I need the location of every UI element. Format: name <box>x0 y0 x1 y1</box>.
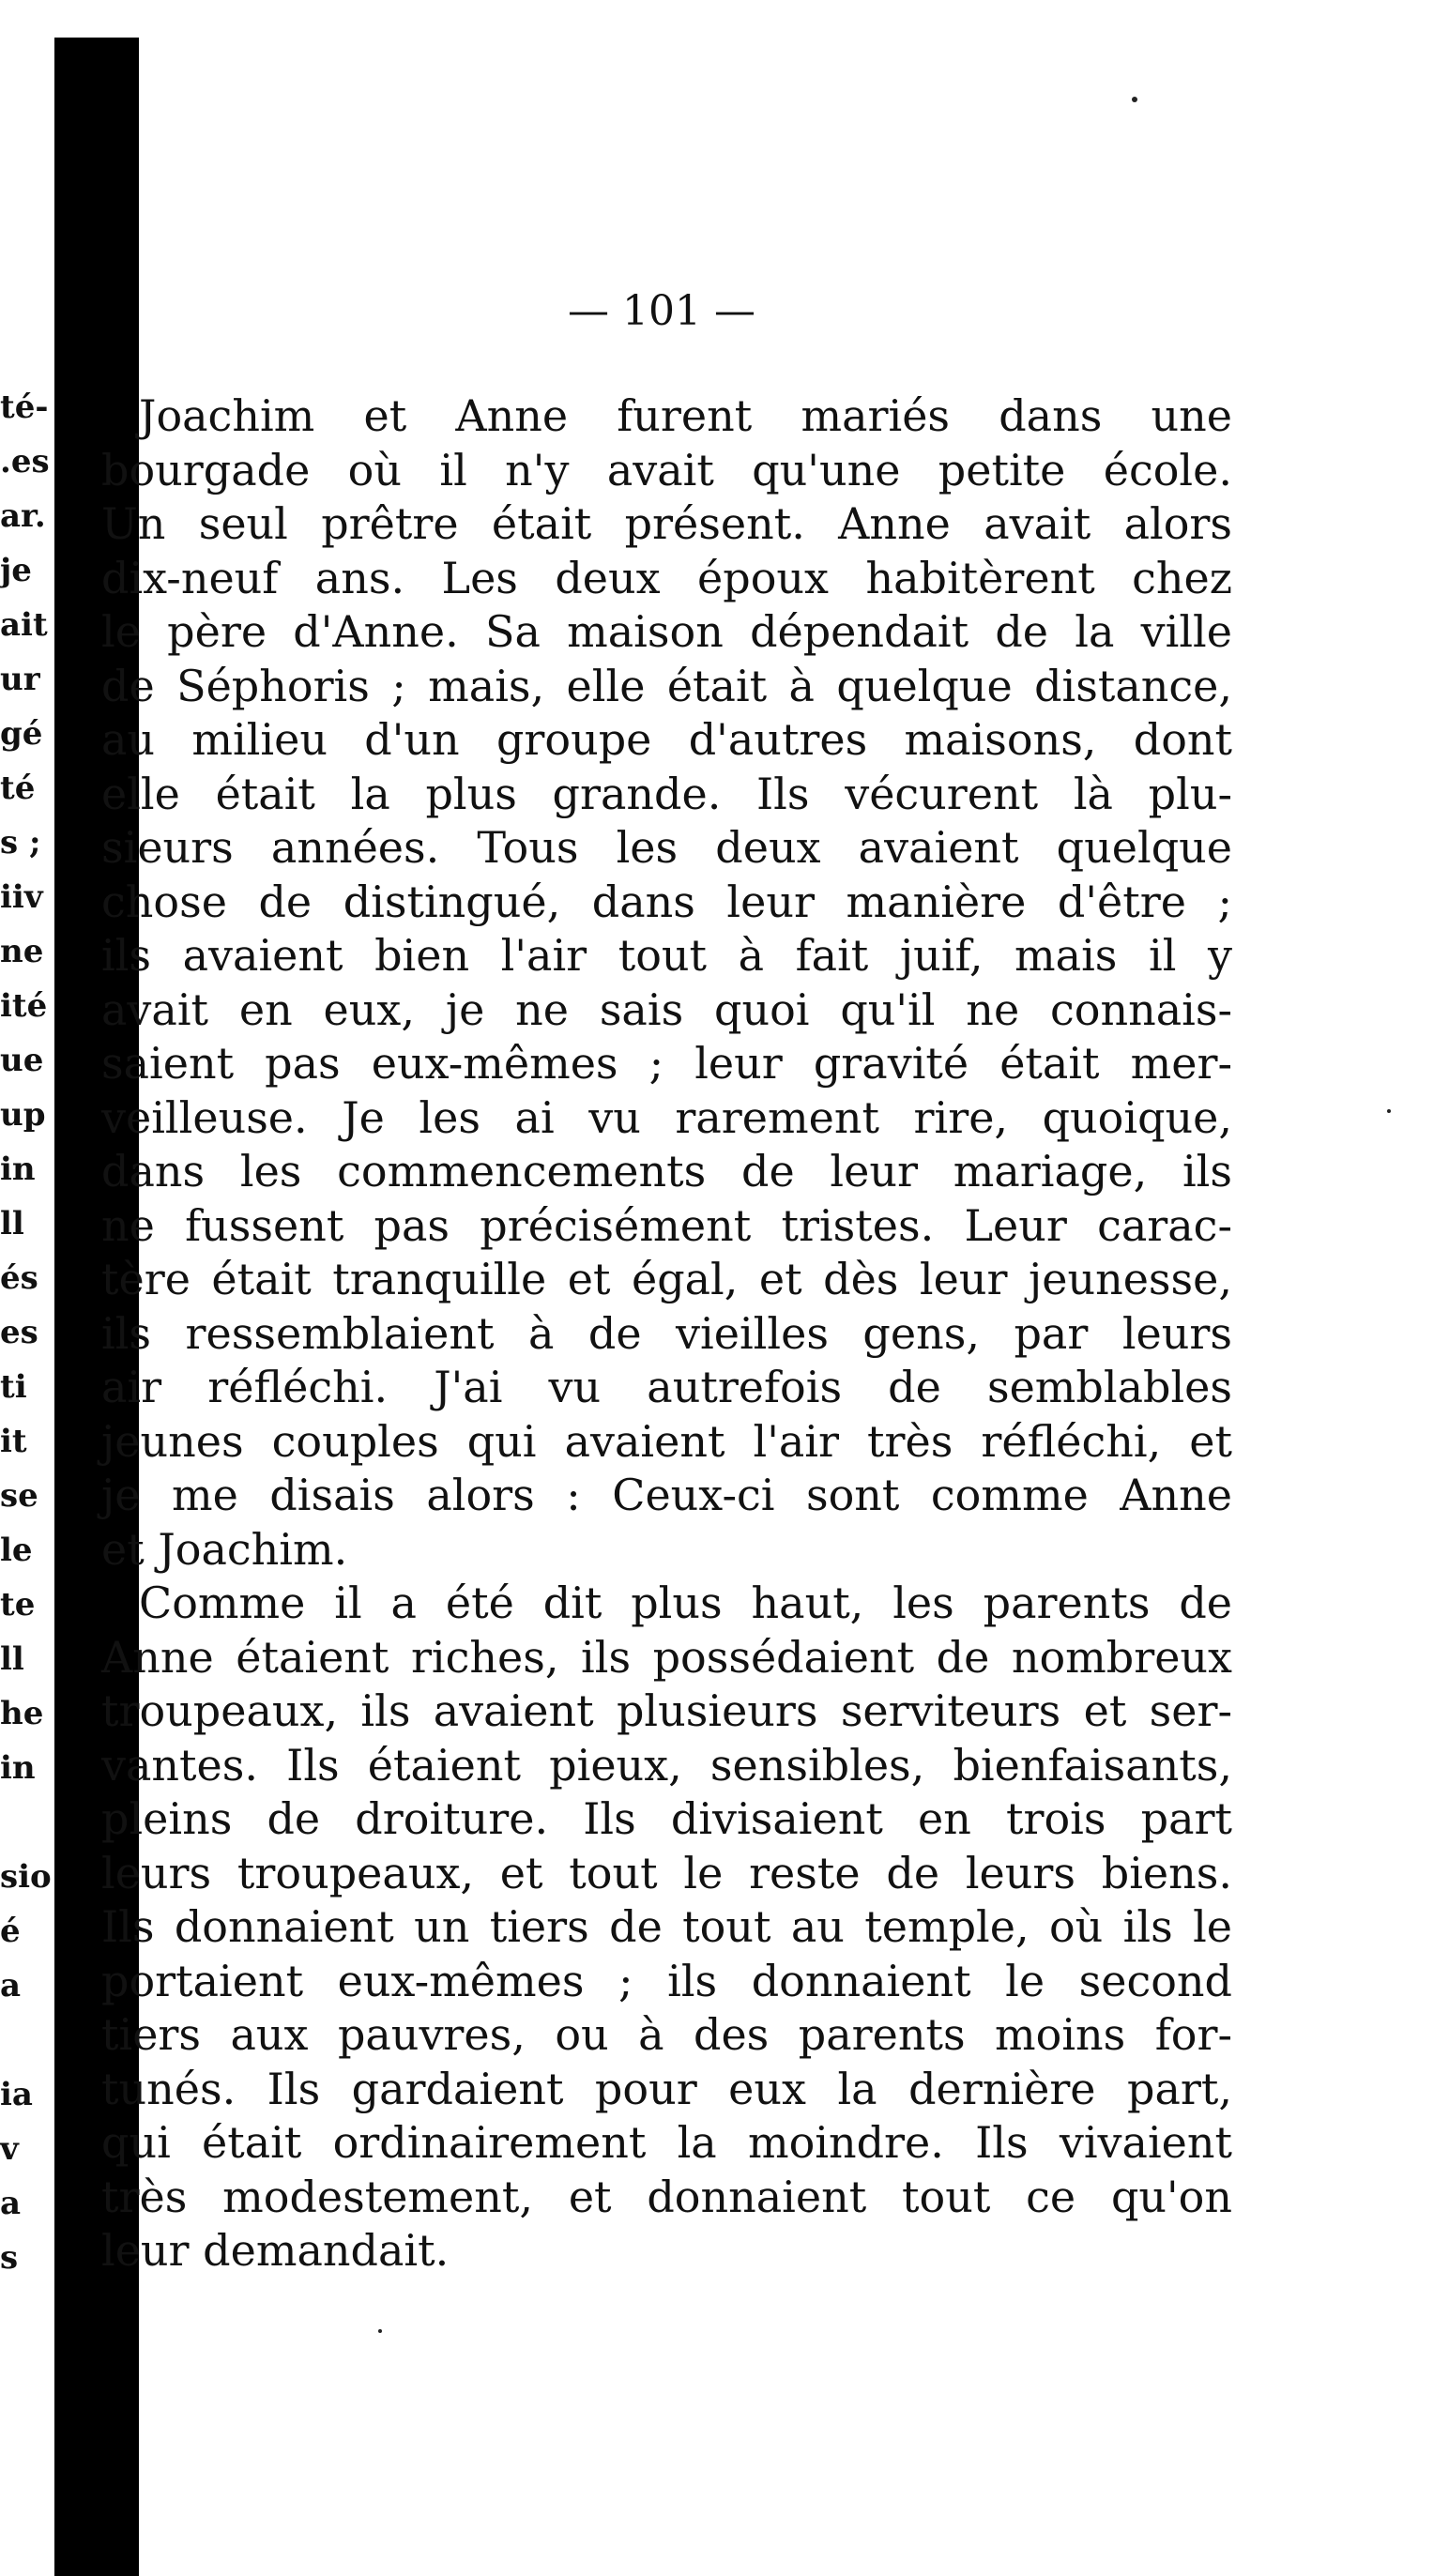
text-line: chose de distingué, dans leur manière d'être ; <box>101 876 1232 927</box>
margin-fragment: ll <box>0 1640 24 1678</box>
margin-fragment <box>0 1795 56 1850</box>
text-line: jeunes couples qui avaient l'air très réfléchi, et <box>101 1415 1232 1467</box>
margin-fragment: és <box>0 1259 38 1297</box>
text-line: ils ressemblaient à de vieilles gens, par leurs <box>101 1307 1232 1359</box>
text-line: dix-neuf ans. Les deux époux habitèrent chez <box>101 552 1232 603</box>
text-line: au milieu d'un groupe d'autres maisons, dont <box>101 714 1232 765</box>
text-line: tère était tranquille et égal, et dès leur jeunesse, <box>101 1254 1232 1304</box>
text-line: ne fussent pas précisément tristes. Leur carac- <box>101 1199 1232 1251</box>
text-line: le père d'Anne. Sa maison dépendait de la ville <box>101 606 1232 657</box>
margin-fragment: ue <box>0 1042 44 1079</box>
margin-fragment: ait <box>0 606 48 644</box>
margin-fragment: té- <box>0 389 49 426</box>
text-line: Joachim et Anne furent mariés dans une <box>139 390 1232 441</box>
text-line: avait en eux, je ne sais quoi qu'il ne connais- <box>101 983 1232 1035</box>
margin-fragment: iiv <box>0 878 43 916</box>
margin-fragment: a <box>0 1967 22 2004</box>
speck-top-right <box>1132 97 1137 102</box>
margin-fragment <box>0 2013 56 2067</box>
margin-fragment: ur <box>0 661 40 698</box>
margin-fragment: se <box>0 1477 38 1515</box>
speck-right <box>1387 1109 1391 1113</box>
text-line: pleins de droiture. Ils divisaient en trois part <box>101 1793 1232 1844</box>
text-line: Un seul prêtre était présent. Anne avait alors <box>101 498 1232 549</box>
margin-fragment: in <box>0 1749 36 1787</box>
text-line: leurs troupeaux, et tout le reste de leurs biens. <box>101 1847 1232 1898</box>
text-line: saient pas eux-mêmes ; leur gravité était mer- <box>101 1038 1232 1089</box>
text-line: sieurs années. Tous les deux avaient quelque <box>101 822 1232 873</box>
margin-fragment: in <box>0 1151 36 1188</box>
page-number: — 101 — <box>568 287 755 335</box>
margin-fragment: té <box>0 770 36 807</box>
margin-fragment: es <box>0 1314 38 1351</box>
margin-fragment: sio <box>0 1858 52 1896</box>
text-line: je me disais alors : Ceux-ci sont comme Anne <box>101 1470 1232 1520</box>
adjacent-page-fragments <box>0 380 56 2285</box>
margin-fragment: a <box>0 2185 22 2222</box>
text-line: et Joachim. <box>101 1523 348 1575</box>
margin-fragment: ti <box>0 1368 27 1406</box>
text-line: bourgade où il n'y avait qu'une petite école. <box>101 444 1232 495</box>
text-line: troupeaux, ils avaient plusieurs serviteurs et ser- <box>101 1685 1232 1736</box>
text-line: très modestement, et donnaient tout ce qu'on <box>101 2171 1232 2222</box>
text-line: Comme il a été dit plus haut, les parents de <box>139 1578 1232 1628</box>
text-line: tiers aux pauvres, ou à des parents moins for- <box>101 2009 1232 2060</box>
text-line: air réfléchi. J'ai vu autrefois de semblables <box>101 1362 1232 1412</box>
text-line: Ils donnaient un tiers de tout au temple, où ils le <box>101 1901 1232 1952</box>
margin-fragment: s <box>0 2239 19 2277</box>
margin-fragment: up <box>0 1096 46 1134</box>
margin-fragment: gé <box>0 715 43 753</box>
text-line: ils avaient bien l'air tout à fait juif, mais il y <box>101 930 1232 981</box>
text-line: tunés. Ils gardaient pour eux la dernière part, <box>101 2063 1232 2114</box>
text-line: qui était ordinairement la moindre. Ils vivaient <box>101 2117 1232 2168</box>
text-line: veilleuse. Je les ai vu rarement rire, quoique, <box>101 1091 1232 1143</box>
margin-fragment: ar. <box>0 497 46 535</box>
margin-fragment: je <box>0 552 32 589</box>
margin-fragment: te <box>0 1586 36 1623</box>
margin-fragment: le <box>0 1532 33 1569</box>
text-line: elle était la plus grande. Ils vécurent là plu- <box>101 768 1232 819</box>
margin-fragment: é <box>0 1913 21 1950</box>
margin-fragment: .es <box>0 443 50 480</box>
speck-bottom <box>378 2329 382 2333</box>
margin-fragment: v <box>0 2130 19 2168</box>
margin-fragment: s ; <box>0 824 41 861</box>
margin-fragment: ité <box>0 987 48 1025</box>
body-text <box>101 389 1232 2279</box>
margin-fragment: ia <box>0 2076 33 2113</box>
text-line: leur demandait. <box>101 2225 450 2276</box>
margin-fragment: ne <box>0 933 44 970</box>
margin-fragment: ll <box>0 1205 24 1242</box>
margin-fragment: he <box>0 1695 44 1732</box>
text-line: Anne étaient riches, ils possédaient de nombreux <box>101 1631 1232 1683</box>
text-line: vantes. Ils étaient pieux, sensibles, bienfaisants, <box>101 1739 1232 1791</box>
text-line: portaient eux-mêmes ; ils donnaient le second <box>101 1955 1232 2006</box>
margin-fragment: it <box>0 1423 27 1460</box>
text-line: de Séphoris ; mais, elle était à quelque distance, <box>101 660 1232 711</box>
text-line: dans les commencements de leur mariage, ils <box>101 1146 1232 1197</box>
